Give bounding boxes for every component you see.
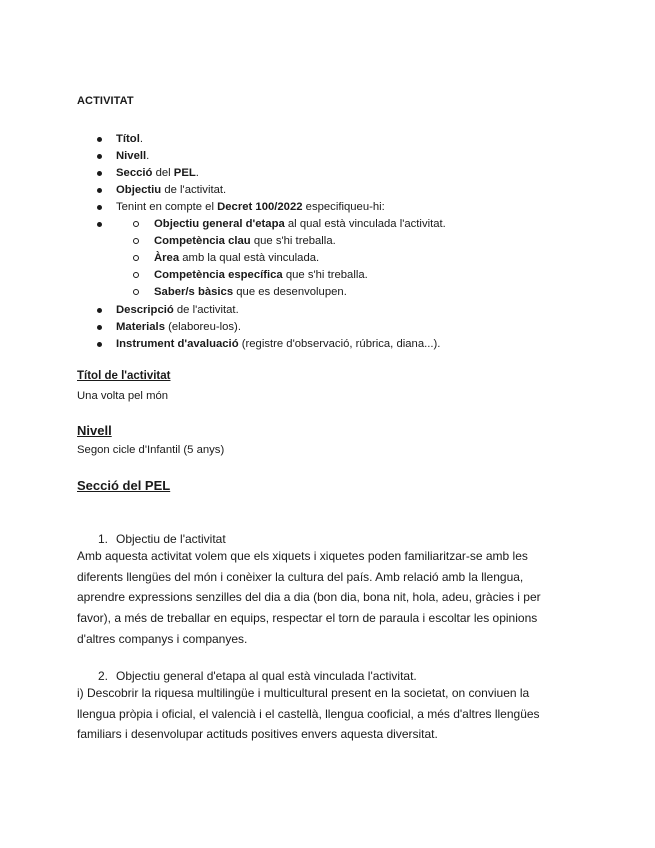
list-item: Descripció de l'activitat.: [96, 302, 440, 319]
requirements-checklist: [96, 131, 385, 216]
decree-sublist: [96, 216, 446, 301]
sublist-item: Objectiu general d'etapa al qual està vinculada l'activitat.: [116, 216, 446, 233]
title-section-label: Títol de l'activitat: [77, 370, 171, 382]
numbered-heading-2: 2. Objectiu general d'etapa al qual està vinculada l'activitat.: [98, 669, 417, 683]
sublist-item: Saber/s bàsics que es desenvolupen.: [116, 284, 446, 301]
requirements-checklist-end: [96, 302, 440, 353]
level-section-label: Nivell: [77, 423, 112, 438]
sublist-item: Àrea amb la qual està vinculada.: [116, 250, 446, 267]
list-item: Objectiu de l'activitat.: [96, 182, 385, 199]
list-item: Nivell.: [96, 148, 385, 165]
numbered-heading-1: 1. Objectiu de l'activitat: [98, 532, 226, 546]
list-item: Tenint en compte el Decret 100/2022 especifiqueu-hi:: [96, 199, 385, 216]
list-item: Títol.: [96, 131, 385, 148]
title-section-value: Una volta pel món: [77, 390, 169, 402]
pel-section-label: Secció del PEL: [77, 478, 171, 493]
activity-heading: ACTIVITAT: [77, 95, 134, 107]
level-section-value: Segon cicle d'Infantil (5 anys): [77, 444, 225, 456]
list-item: Instrument d'avaluació (registre d'observació, rúbrica, diana...).: [96, 336, 440, 353]
decree-sublist-wrapper: [96, 216, 446, 301]
list-item: Secció del PEL.: [96, 165, 385, 182]
paragraph-objective: Amb aquesta activitat volem que els xiquets i xiquetes poden familiaritzar-se amb les diferents llengües del món i conèixer la cultura del país. Amb relació amb la llengua, aprendre expressions senzilles del dia a dia (bon dia, bona nit, hola, adeu, gràcies i per favor), a més de treballar en equips, respectar el torn de paraula i escoltar les opinions d'altres companys i companyes.: [77, 549, 541, 646]
sublist-item: Competència clau que s'hi treballa.: [116, 233, 446, 250]
sublist-item: Competència específica que s'hi treballa.: [116, 267, 446, 284]
list-item: Materials (elaboreu-los).: [96, 319, 440, 336]
paragraph-stage-objective: i) Descobrir la riquesa multilingüe i multicultural present en la societat, on conviuen la llengua pròpia i oficial, el valencià i el castellà, llengua cooficial, a més d'altres llengües familiars i desenvolupar actituds positives envers aquesta diversitat.: [77, 686, 540, 742]
